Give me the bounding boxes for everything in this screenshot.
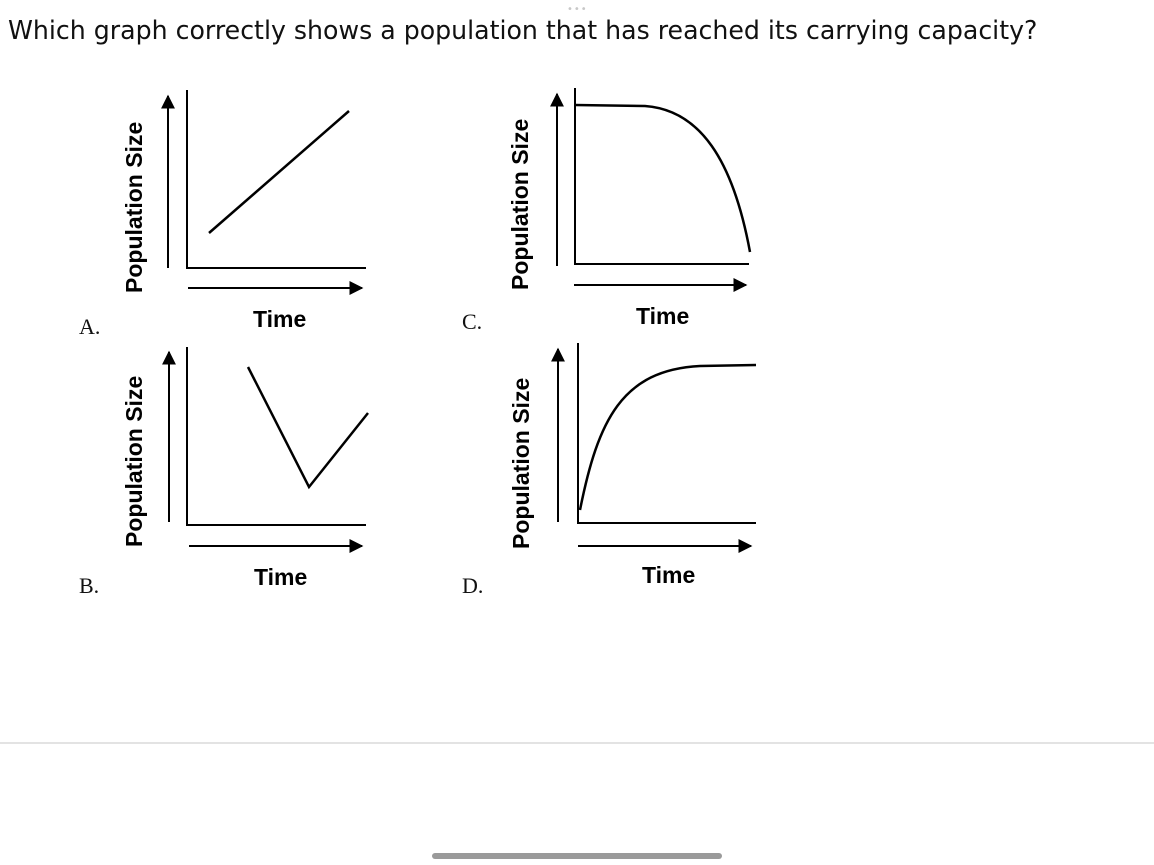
graph-d[interactable] (558, 343, 756, 546)
graph-c-xlabel: Time (636, 303, 690, 329)
graph-a-xlabel: Time (253, 306, 307, 332)
question-text: Which graph correctly shows a population that has reached its carrying capacity? (8, 16, 1038, 46)
home-indicator[interactable] (432, 853, 722, 859)
graph-c-curve (575, 105, 750, 252)
graph-b-curve (248, 367, 368, 487)
graph-c-axes (575, 88, 749, 264)
graph-b-xlabel: Time (254, 564, 308, 590)
graph-b[interactable] (169, 347, 368, 546)
divider (0, 742, 1154, 744)
graph-a-curve (209, 111, 349, 233)
graph-b-ylabel: Population Size (121, 375, 147, 547)
graph-c[interactable] (557, 88, 750, 285)
option-d-letter: D. (462, 573, 484, 598)
graph-a-axes (187, 90, 366, 268)
option-b-letter: B. (79, 573, 100, 598)
graph-d-curve (580, 365, 756, 510)
graph-d-ylabel: Population Size (508, 377, 534, 549)
graph-c-ylabel: Population Size (507, 118, 533, 290)
graph-b-axes (187, 347, 366, 525)
graph-d-xlabel: Time (642, 562, 696, 588)
drag-handle-icon[interactable]: ••• (567, 4, 588, 15)
option-c-letter: C. (462, 309, 483, 334)
graph-a[interactable] (168, 90, 366, 288)
option-a-letter: A. (79, 314, 101, 339)
graph-a-ylabel: Population Size (121, 121, 147, 293)
